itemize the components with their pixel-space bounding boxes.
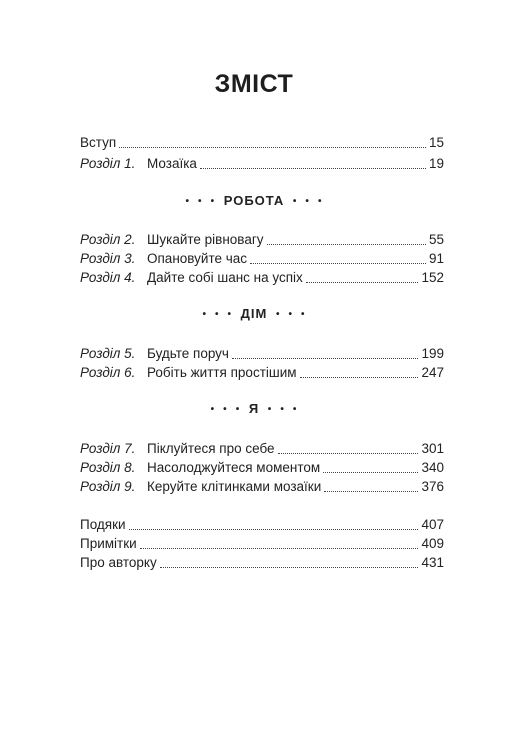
dot-leader bbox=[300, 376, 419, 378]
bullet-icon: • bbox=[267, 404, 273, 416]
bullet-icon: • bbox=[292, 196, 298, 208]
chapter-number: Розділ 6. bbox=[80, 365, 136, 380]
dot-leader bbox=[129, 528, 419, 530]
bullet-icon: • bbox=[210, 196, 216, 208]
dot-leader bbox=[160, 566, 419, 568]
bullet-icon: • bbox=[235, 404, 241, 416]
dot-leader bbox=[323, 471, 418, 473]
chapter-number: Розділ 7. bbox=[80, 441, 136, 456]
bullet-icon: • bbox=[275, 309, 281, 321]
section-title: Я bbox=[248, 401, 260, 416]
entry-page: 407 bbox=[421, 517, 444, 532]
entry-label: Опановуйте час bbox=[147, 251, 248, 266]
chapter-number: Розділ 9. bbox=[80, 479, 136, 494]
toc-entry-chapter-9 bbox=[80, 478, 444, 496]
entry-label: Шукайте рівновагу bbox=[147, 232, 264, 247]
toc-entry-chapter-6 bbox=[80, 364, 444, 382]
entry-label: Подяки bbox=[80, 517, 126, 532]
entry-label: Про авторку bbox=[80, 555, 157, 570]
entry-label: Насолоджуйтеся моментом bbox=[147, 460, 321, 475]
entry-page: 431 bbox=[421, 555, 444, 570]
entry-label: Мозаїка bbox=[147, 156, 197, 171]
toc-entry-chapter-1 bbox=[80, 155, 444, 173]
bullet-icon: • bbox=[210, 404, 216, 416]
toc-entry-notes bbox=[80, 535, 444, 553]
chapter-number: Розділ 2. bbox=[80, 232, 136, 247]
bullet-icon: • bbox=[288, 309, 293, 321]
entry-page: 15 bbox=[428, 135, 444, 150]
entry-label: Вступ bbox=[80, 135, 117, 150]
entry-page: 409 bbox=[421, 536, 444, 551]
toc-entry-about-author bbox=[80, 554, 444, 572]
entry-page: 91 bbox=[428, 251, 444, 266]
chapter-number: Розділ 3. bbox=[80, 251, 136, 266]
entry-page: 247 bbox=[421, 365, 444, 380]
section-heading-work bbox=[0, 193, 508, 208]
bullet-icon: • bbox=[317, 196, 323, 208]
bullet-icon: • bbox=[227, 309, 233, 321]
section-title: РОБОТА bbox=[223, 193, 285, 208]
toc-entry-acknowledgements bbox=[80, 516, 444, 534]
entry-page: 55 bbox=[428, 232, 444, 247]
chapter-number: Розділ 8. bbox=[80, 460, 136, 475]
page-title: ЗМІСТ bbox=[214, 70, 294, 98]
toc-entry-chapter-5 bbox=[80, 345, 444, 363]
bullet-icon: • bbox=[305, 196, 310, 208]
toc-entry-chapter-8 bbox=[80, 459, 444, 477]
bullet-icon: • bbox=[301, 309, 306, 321]
entry-label: Дайте собі шанс на успіх bbox=[147, 270, 303, 285]
dot-leader bbox=[278, 452, 419, 454]
dot-leader bbox=[140, 547, 419, 549]
dot-leader bbox=[306, 281, 419, 283]
dot-leader bbox=[324, 490, 418, 492]
bullet-icon: • bbox=[280, 404, 285, 416]
entry-page: 301 bbox=[421, 441, 444, 456]
toc-entry-chapter-3 bbox=[80, 250, 444, 268]
entry-page: 376 bbox=[421, 479, 444, 494]
dot-leader bbox=[200, 167, 426, 169]
entry-page: 340 bbox=[421, 460, 444, 475]
section-heading-self bbox=[0, 401, 508, 416]
toc-entry-chapter-4 bbox=[80, 269, 444, 287]
bullet-icon: • bbox=[202, 309, 207, 321]
chapter-number: Розділ 4. bbox=[80, 270, 136, 285]
toc-entry-intro bbox=[80, 134, 444, 152]
dot-leader bbox=[250, 262, 426, 264]
entry-page: 152 bbox=[421, 270, 444, 285]
entry-label: Примітки bbox=[80, 536, 137, 551]
bullet-icon: • bbox=[223, 404, 228, 416]
toc-entry-chapter-2 bbox=[80, 231, 444, 249]
dot-leader bbox=[119, 146, 426, 148]
entry-label: Піклуйтеся про себе bbox=[147, 441, 275, 456]
entry-label: Робіть життя простішим bbox=[147, 365, 297, 380]
entry-page: 199 bbox=[421, 346, 444, 361]
toc-entry-chapter-7 bbox=[80, 440, 444, 458]
dot-leader bbox=[267, 243, 426, 245]
dot-leader bbox=[232, 357, 418, 359]
bullet-icon: • bbox=[185, 196, 191, 208]
chapter-number: Розділ 5. bbox=[80, 346, 136, 361]
section-title: ДІМ bbox=[240, 306, 268, 321]
bullet-icon: • bbox=[292, 404, 298, 416]
entry-page: 19 bbox=[428, 156, 444, 171]
bullet-icon: • bbox=[198, 196, 203, 208]
entry-label: Будьте поруч bbox=[147, 346, 229, 361]
bullet-icon: • bbox=[214, 309, 220, 321]
entry-label: Керуйте клітинками мозаїки bbox=[147, 479, 322, 494]
section-heading-home bbox=[0, 306, 508, 321]
chapter-number: Розділ 1. bbox=[80, 156, 136, 171]
